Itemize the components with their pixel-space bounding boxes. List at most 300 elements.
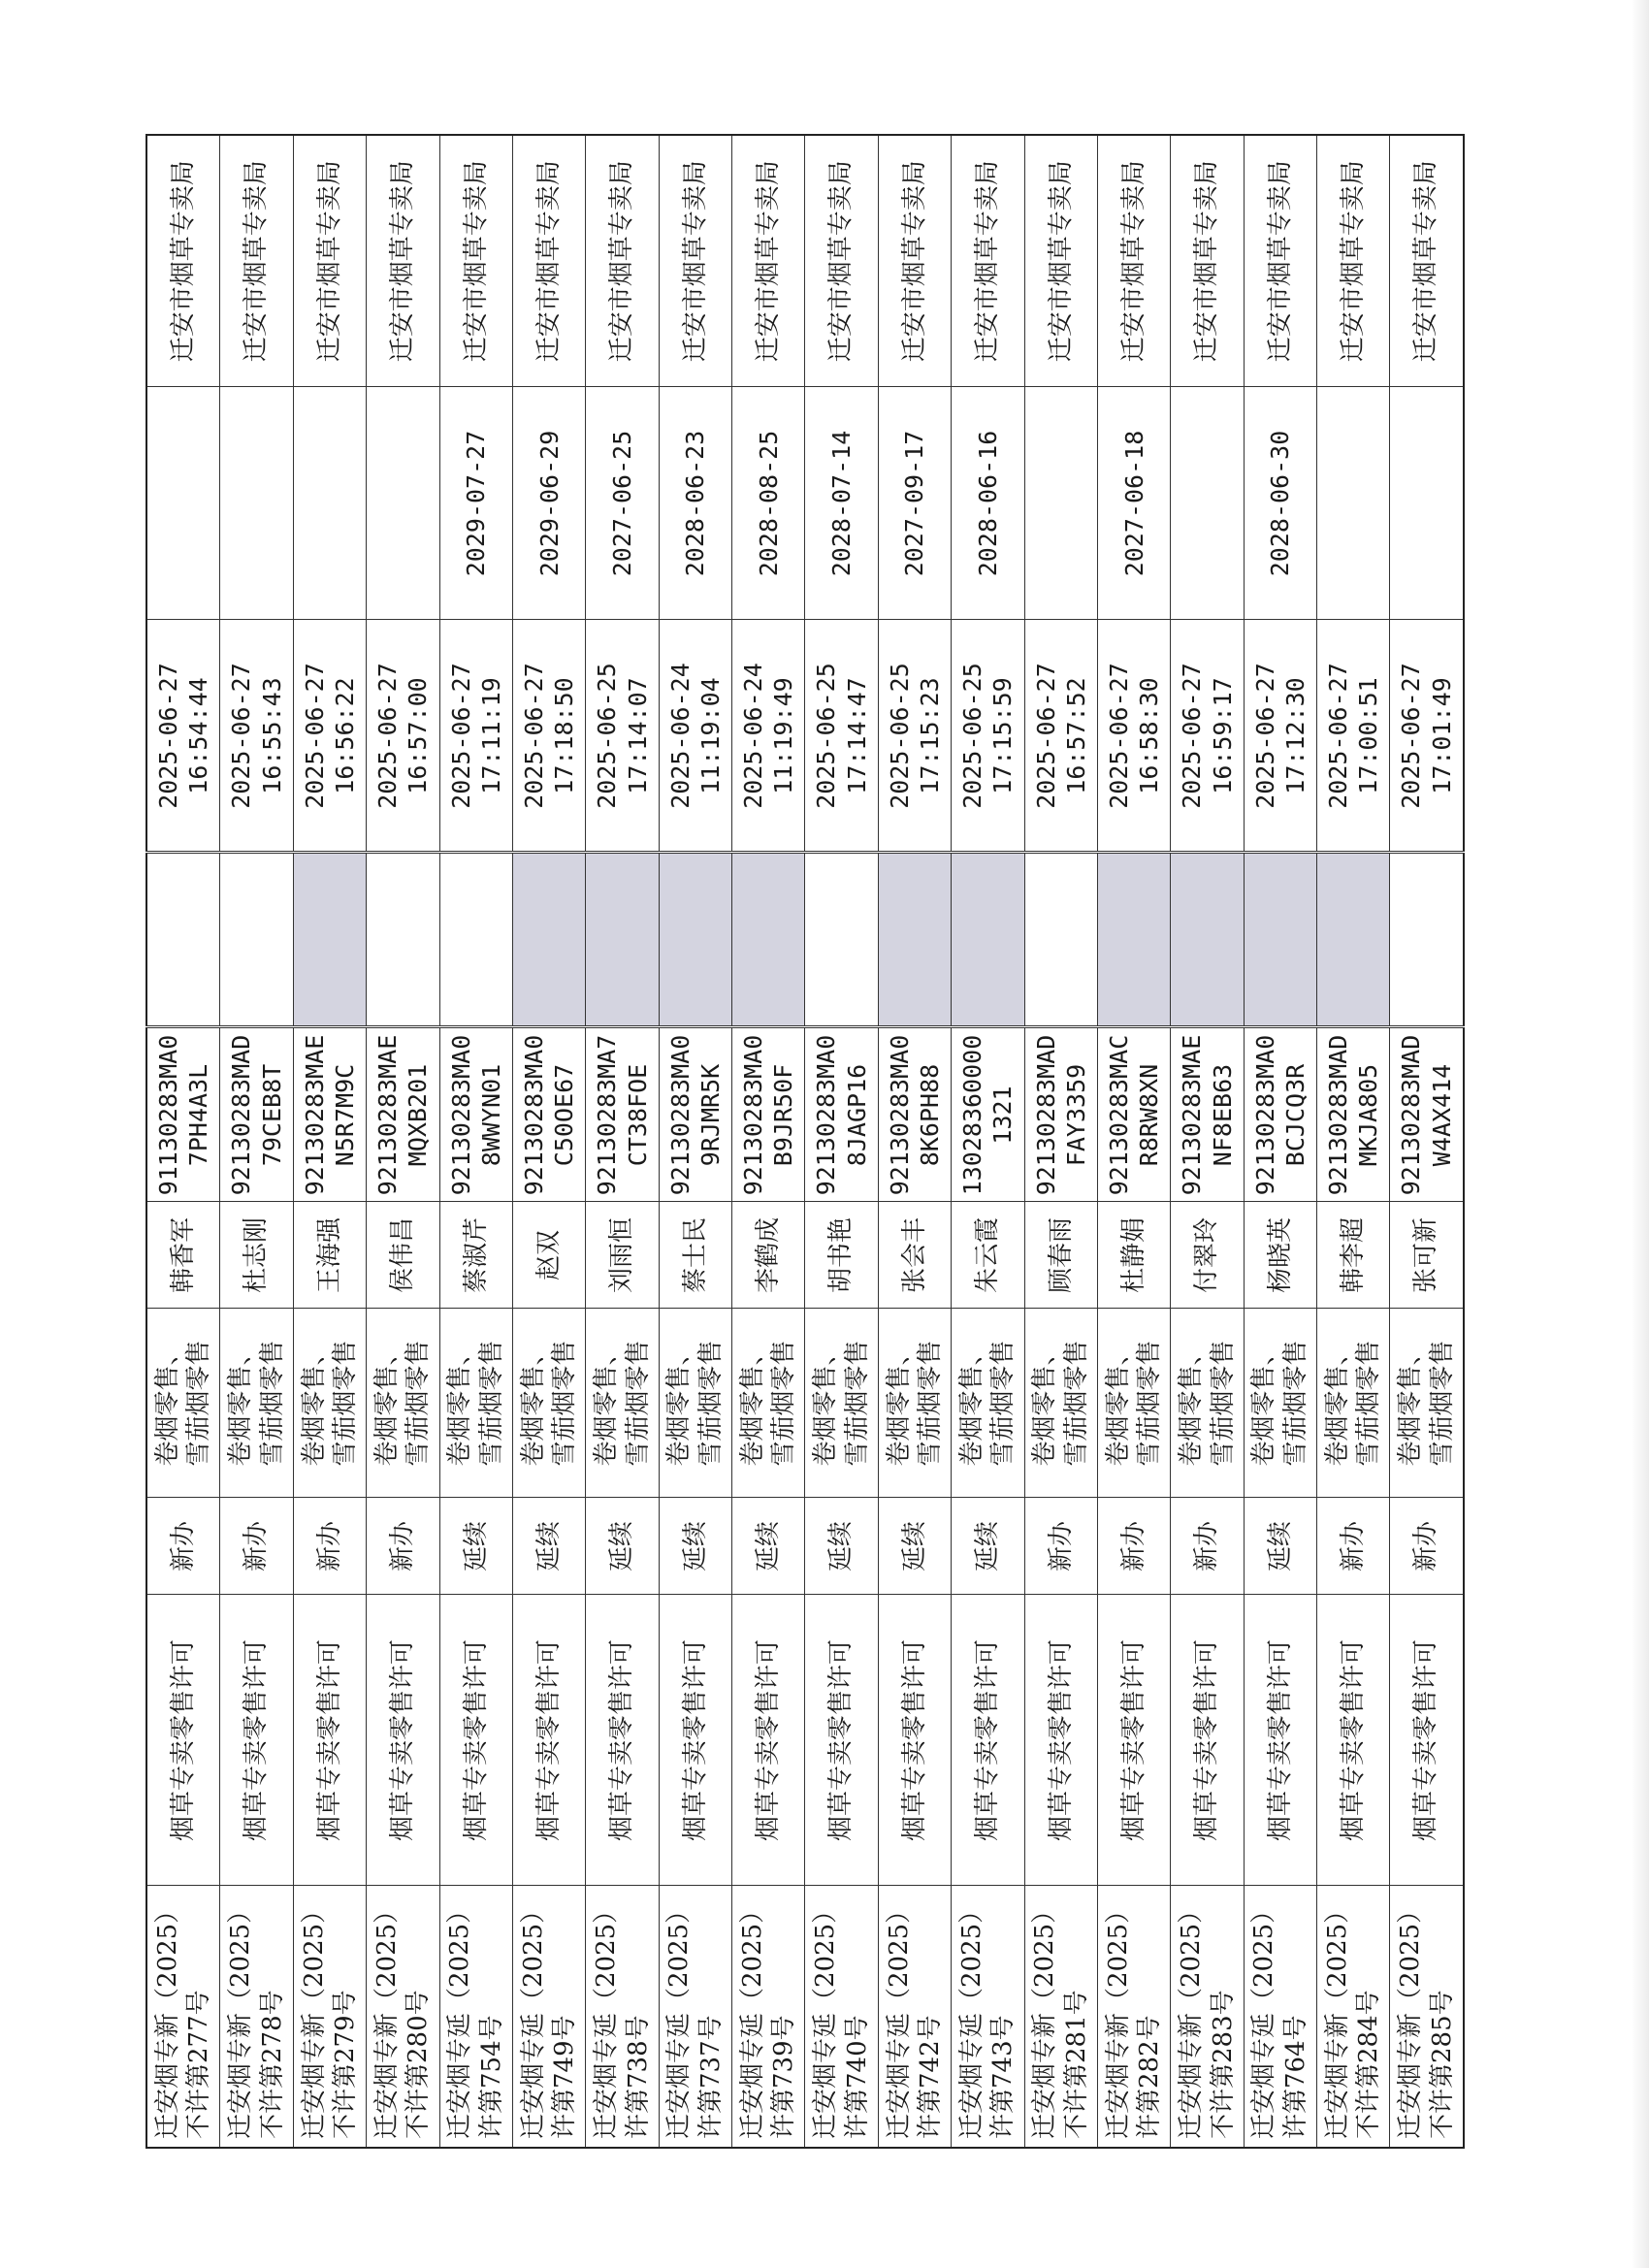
doc-number-cell — [1171, 1886, 1244, 2148]
issued-datetime-text: 16:59:17 — [1208, 677, 1237, 794]
business-scope-text: 雪茄烟零售 — [1061, 1340, 1091, 1467]
credit-code-text: C50OE67 — [550, 1063, 579, 1167]
holder-name-cell — [512, 1202, 585, 1309]
doc-number-text: 不许第281号 — [1061, 1990, 1091, 2139]
business-scope-cell — [805, 1309, 878, 1498]
business-scope-text: 卷烟零售、 — [1030, 1340, 1060, 1467]
action-cell — [1097, 1498, 1170, 1595]
business-scope-cell — [878, 1309, 951, 1498]
doc-number-cell — [659, 1886, 731, 2148]
holder-name-cell — [805, 1202, 878, 1309]
business-scope-cell — [1390, 1309, 1464, 1498]
business-scope-text: 卷烟零售、 — [445, 1340, 475, 1467]
authority-text: 迁安市烟草专卖局 — [1118, 160, 1148, 363]
gap-cell — [367, 853, 439, 1027]
credit-code-text: MKJA805 — [1354, 1063, 1383, 1167]
permit-type-text: 烟草专卖零售许可 — [461, 1639, 491, 1842]
issued-datetime-text: 17:11:19 — [476, 677, 505, 794]
authority-text: 迁安市烟草专卖局 — [1192, 160, 1222, 363]
credit-code-cell — [1024, 1027, 1097, 1202]
action-text: 延续 — [973, 1521, 1003, 1572]
holder-name-cell — [952, 1202, 1024, 1309]
business-scope-text: 卷烟零售、 — [884, 1340, 914, 1467]
permit-type-cell — [512, 1595, 585, 1886]
authority-cell — [1171, 135, 1244, 387]
credit-code-text: 92130283MA0 — [812, 1034, 841, 1196]
credit-code-cell — [659, 1027, 731, 1202]
permit-type-cell — [1390, 1595, 1464, 1886]
business-scope-text: 雪茄烟零售 — [695, 1340, 726, 1467]
credit-code-text: 92130283MA0 — [519, 1034, 548, 1196]
doc-number-text: 迁安烟专新（2025） — [1396, 1897, 1426, 2139]
issued-datetime-text: 2025-06-27 — [153, 663, 182, 809]
business-scope-cell — [1171, 1309, 1244, 1498]
action-text: 新办 — [388, 1521, 418, 1572]
expiry-date-cell — [1024, 387, 1097, 620]
credit-code-cell — [878, 1027, 951, 1202]
authority-text: 迁安市烟草专卖局 — [899, 160, 929, 363]
credit-code-text: 92130283MA0 — [739, 1034, 767, 1196]
action-cell — [220, 1498, 293, 1595]
business-scope-text: 卷烟零售、 — [1396, 1340, 1426, 1467]
holder-name-cell — [146, 1202, 220, 1309]
action-cell — [1244, 1498, 1316, 1595]
action-cell — [146, 1498, 220, 1595]
business-scope-text: 卷烟零售、 — [1249, 1340, 1279, 1467]
authority-cell — [1390, 135, 1464, 387]
business-scope-text: 卷烟零售、 — [299, 1340, 329, 1467]
permit-rows — [146, 135, 1464, 2148]
holder-name-text: 张会丰 — [899, 1217, 929, 1294]
credit-code-text: BCJCQ3R — [1280, 1063, 1310, 1167]
doc-number-text: 迁安烟专延（2025） — [592, 1897, 621, 2139]
permit-type-text: 烟草专卖零售许可 — [826, 1639, 857, 1842]
action-cell — [732, 1498, 805, 1595]
permit-type-cell — [805, 1595, 878, 1886]
expiry-date-cell — [1097, 387, 1170, 620]
gap-cell — [1097, 853, 1170, 1027]
doc-number-text: 不许第285号 — [1427, 1990, 1457, 2139]
holder-name-text: 蔡士民 — [680, 1217, 710, 1294]
expiry-date-cell — [1317, 387, 1390, 620]
doc-number-cell — [146, 1886, 220, 2148]
holder-name-cell — [1390, 1202, 1464, 1309]
issued-datetime-text: 2025-06-25 — [812, 663, 841, 809]
business-scope-cell — [1244, 1309, 1316, 1498]
gap-cell — [293, 853, 366, 1027]
credit-code-text: 92130283MA0 — [1250, 1034, 1279, 1196]
authority-cell — [659, 135, 731, 387]
business-scope-text: 雪茄烟零售 — [1135, 1340, 1165, 1467]
table-row — [1024, 135, 1097, 2148]
credit-code-text: 9RJMR5K — [695, 1063, 725, 1167]
action-cell — [512, 1498, 585, 1595]
authority-cell — [952, 135, 1024, 387]
credit-code-text: R8RW8XN — [1135, 1063, 1164, 1167]
permit-type-cell — [1244, 1595, 1316, 1886]
credit-code-text: NF8EB63 — [1208, 1063, 1237, 1167]
issued-datetime-text: 17:01:49 — [1427, 677, 1456, 794]
issued-datetime-text: 17:00:51 — [1354, 677, 1383, 794]
action-cell — [878, 1498, 951, 1595]
holder-name-text: 杜静娟 — [1118, 1217, 1148, 1294]
issued-datetime-text: 16:56:22 — [331, 677, 359, 794]
business-scope-cell — [732, 1309, 805, 1498]
credit-code-cell — [512, 1027, 585, 1202]
issued-datetime-cell — [367, 620, 439, 853]
holder-name-cell — [1244, 1202, 1316, 1309]
expiry-date-cell — [659, 387, 731, 620]
expiry-date-cell — [1244, 387, 1316, 620]
doc-number-text: 迁安烟专延（2025） — [884, 1897, 914, 2139]
credit-code-cell — [439, 1027, 512, 1202]
credit-code-text: 92130283MA0 — [885, 1034, 914, 1196]
authority-text: 迁安市烟草专卖局 — [314, 160, 344, 363]
authority-cell — [1024, 135, 1097, 387]
issued-datetime-text: 11:19:49 — [769, 677, 798, 794]
expiry-date-text: 2028-08-25 — [754, 430, 783, 577]
holder-name-text: 韩李超 — [1339, 1217, 1368, 1294]
holder-name-cell — [220, 1202, 293, 1309]
holder-name-text: 胡书艳 — [826, 1217, 857, 1294]
issued-datetime-text: 2025-06-27 — [227, 663, 256, 809]
issued-datetime-text: 2025-06-27 — [300, 663, 329, 809]
gap-cell — [1024, 853, 1097, 1027]
issued-datetime-text: 16:57:00 — [404, 677, 433, 794]
credit-code-text: 92130283MAE — [1178, 1034, 1207, 1196]
doc-number-text: 迁安烟专新（2025） — [226, 1897, 256, 2139]
action-text: 新办 — [1118, 1521, 1148, 1572]
doc-number-cell — [586, 1886, 659, 2148]
doc-number-cell — [220, 1886, 293, 2148]
authority-cell — [805, 135, 878, 387]
table-row — [146, 135, 220, 2148]
business-scope-cell — [220, 1309, 293, 1498]
doc-number-cell — [293, 1886, 366, 2148]
table-row — [220, 135, 293, 2148]
holder-name-text: 李鹤成 — [754, 1217, 783, 1294]
credit-code-text: 92130283MA0 — [665, 1034, 695, 1196]
credit-code-cell — [1171, 1027, 1244, 1202]
expiry-date-cell — [293, 387, 366, 620]
business-scope-text: 雪茄烟零售 — [1208, 1340, 1238, 1467]
credit-code-text: 92130283MAD — [1397, 1034, 1426, 1196]
authority-text: 迁安市烟草专卖局 — [1265, 160, 1295, 363]
doc-number-cell — [1317, 1886, 1390, 2148]
issued-datetime-text: 2025-06-25 — [885, 663, 914, 809]
expiry-date-cell — [1171, 387, 1244, 620]
business-scope-cell — [659, 1309, 731, 1498]
expiry-date-cell — [1390, 387, 1464, 620]
table-row — [1171, 135, 1244, 2148]
issued-datetime-text: 17:14:47 — [842, 677, 871, 794]
holder-name-text: 王海强 — [314, 1217, 344, 1294]
issued-datetime-text: 2025-06-27 — [1104, 663, 1133, 809]
business-scope-text: 卷烟零售、 — [1103, 1340, 1133, 1467]
action-cell — [659, 1498, 731, 1595]
issued-datetime-cell — [146, 620, 220, 853]
business-scope-text: 卷烟零售、 — [152, 1340, 182, 1467]
action-cell — [805, 1498, 878, 1595]
action-text: 延续 — [607, 1521, 637, 1572]
authority-cell — [586, 135, 659, 387]
business-scope-text: 卷烟零售、 — [226, 1340, 256, 1467]
table-row — [1390, 135, 1464, 2148]
business-scope-cell — [1024, 1309, 1097, 1498]
business-scope-cell — [512, 1309, 585, 1498]
holder-name-cell — [367, 1202, 439, 1309]
credit-code-text: 8WWYN01 — [476, 1063, 505, 1167]
action-cell — [1171, 1498, 1244, 1595]
credit-code-cell — [1097, 1027, 1170, 1202]
authority-cell — [146, 135, 220, 387]
doc-number-text: 不许第277号 — [184, 1990, 214, 2139]
doc-number-text: 迁安烟专延（2025） — [956, 1897, 986, 2139]
holder-name-text: 蔡淑芹 — [461, 1217, 491, 1294]
permit-table — [146, 134, 1465, 2149]
credit-code-text: MQXB201 — [404, 1063, 433, 1167]
issued-datetime-cell — [952, 620, 1024, 853]
gap-cell — [1317, 853, 1390, 1027]
expiry-date-cell — [220, 387, 293, 620]
credit-code-cell — [146, 1027, 220, 1202]
business-scope-cell — [439, 1309, 512, 1498]
authority-cell — [439, 135, 512, 387]
business-scope-cell — [146, 1309, 220, 1498]
holder-name-cell — [293, 1202, 366, 1309]
permit-type-cell — [1171, 1595, 1244, 1886]
holder-name-cell — [878, 1202, 951, 1309]
credit-code-cell — [1390, 1027, 1464, 1202]
doc-number-text: 许第742号 — [916, 2015, 945, 2139]
gap-cell — [439, 853, 512, 1027]
credit-code-text: B9JR50F — [769, 1063, 798, 1167]
authority-text: 迁安市烟草专卖局 — [242, 160, 272, 363]
doc-number-text: 许第739号 — [769, 2015, 799, 2139]
authority-text: 迁安市烟草专卖局 — [973, 160, 1003, 363]
action-cell — [1024, 1498, 1097, 1595]
permit-type-cell — [220, 1595, 293, 1886]
gap-cell — [1390, 853, 1464, 1027]
doc-number-cell — [1390, 1886, 1464, 2148]
action-text: 延续 — [826, 1521, 857, 1572]
action-text: 新办 — [242, 1521, 272, 1572]
rotated-table-wrapper — [146, 136, 1465, 2149]
doc-number-text: 迁安烟专延（2025） — [664, 1897, 695, 2139]
action-cell — [586, 1498, 659, 1595]
doc-number-text: 迁安烟专延（2025） — [1249, 1897, 1279, 2139]
issued-datetime-cell — [1390, 620, 1464, 853]
authority-text: 迁安市烟草专卖局 — [461, 160, 491, 363]
issued-datetime-cell — [220, 620, 293, 853]
business-scope-cell — [586, 1309, 659, 1498]
doc-number-cell — [878, 1886, 951, 2148]
holder-name-cell — [1097, 1202, 1170, 1309]
issued-datetime-text: 2025-06-27 — [446, 663, 475, 809]
doc-number-text: 不许第278号 — [257, 1990, 287, 2139]
issued-datetime-text: 17:12:30 — [1280, 677, 1310, 794]
holder-name-text: 刘雨恒 — [607, 1217, 637, 1294]
authority-text: 迁安市烟草专卖局 — [680, 160, 710, 363]
permit-type-cell — [732, 1595, 805, 1886]
permit-type-text: 烟草专卖零售许可 — [1118, 1639, 1148, 1842]
issued-datetime-cell — [293, 620, 366, 853]
permit-type-text: 烟草专卖零售许可 — [1265, 1639, 1295, 1842]
doc-number-text: 迁安烟专延（2025） — [518, 1897, 548, 2139]
issued-datetime-cell — [805, 620, 878, 853]
holder-name-text: 韩香军 — [168, 1217, 198, 1294]
action-text: 新办 — [1046, 1521, 1076, 1572]
issued-datetime-text: 2025-06-27 — [1178, 663, 1207, 809]
business-scope-text: 雪茄烟零售 — [769, 1340, 799, 1467]
credit-code-text: 92130283MA0 — [446, 1034, 475, 1196]
authority-text: 迁安市烟草专卖局 — [607, 160, 637, 363]
credit-code-text: 8K6PH88 — [916, 1063, 944, 1167]
action-text: 延续 — [461, 1521, 491, 1572]
action-text: 延续 — [899, 1521, 929, 1572]
permit-type-cell — [1317, 1595, 1390, 1886]
gap-cell — [952, 853, 1024, 1027]
doc-number-text: 迁安烟专延（2025） — [737, 1897, 767, 2139]
credit-code-text: 8JAGP16 — [842, 1063, 871, 1167]
issued-datetime-text: 2025-06-24 — [739, 663, 767, 809]
authority-cell — [1317, 135, 1390, 387]
authority-cell — [732, 135, 805, 387]
credit-code-cell — [732, 1027, 805, 1202]
expiry-date-cell — [367, 387, 439, 620]
table-row — [586, 135, 659, 2148]
permit-type-text: 烟草专卖零售许可 — [1339, 1639, 1368, 1842]
doc-number-cell — [367, 1886, 439, 2148]
issued-datetime-cell — [1097, 620, 1170, 853]
expiry-date-text: 2027-06-18 — [1119, 430, 1148, 577]
action-text: 新办 — [1411, 1521, 1441, 1572]
gap-cell — [512, 853, 585, 1027]
permit-type-text: 烟草专卖零售许可 — [1192, 1639, 1222, 1842]
issued-datetime-cell — [586, 620, 659, 853]
credit-code-text: 92130283MAE — [300, 1034, 329, 1196]
action-cell — [293, 1498, 366, 1595]
business-scope-text: 雪茄烟零售 — [257, 1340, 287, 1467]
action-text: 新办 — [168, 1521, 198, 1572]
issued-datetime-text: 16:55:43 — [257, 677, 286, 794]
table-row — [293, 135, 366, 2148]
issued-datetime-cell — [439, 620, 512, 853]
doc-number-text: 许第749号 — [550, 2015, 580, 2139]
credit-code-text: 92130283MAE — [373, 1034, 403, 1196]
action-text: 延续 — [680, 1521, 710, 1572]
gap-cell — [1244, 853, 1316, 1027]
table-row — [659, 135, 731, 2148]
permit-type-cell — [367, 1595, 439, 1886]
issued-datetime-text: 2025-06-27 — [1031, 663, 1060, 809]
doc-number-cell — [952, 1886, 1024, 2148]
business-scope-text: 雪茄烟零售 — [1427, 1340, 1457, 1467]
permit-type-cell — [293, 1595, 366, 1886]
authority-text: 迁安市烟草专卖局 — [1046, 160, 1076, 363]
holder-name-cell — [732, 1202, 805, 1309]
permit-type-text: 烟草专卖零售许可 — [1046, 1639, 1076, 1842]
expiry-date-cell — [146, 387, 220, 620]
gap-cell — [659, 853, 731, 1027]
issued-datetime-text: 2025-06-27 — [1324, 663, 1352, 809]
gap-cell — [586, 853, 659, 1027]
holder-name-text: 赵双 — [534, 1230, 564, 1281]
action-cell — [439, 1498, 512, 1595]
permit-type-text: 烟草专卖零售许可 — [754, 1639, 783, 1842]
holder-name-text: 张可新 — [1411, 1217, 1441, 1294]
business-scope-text: 雪茄烟零售 — [1280, 1340, 1310, 1467]
authority-cell — [220, 135, 293, 387]
permit-type-text: 烟草专卖零售许可 — [680, 1639, 710, 1842]
authority-text: 迁安市烟草专卖局 — [534, 160, 564, 363]
permit-type-text: 烟草专卖零售许可 — [388, 1639, 418, 1842]
doc-number-text: 迁安烟专新（2025） — [1322, 1897, 1352, 2139]
page-edge — [1632, 0, 1649, 2268]
table-row — [1097, 135, 1170, 2148]
business-scope-text: 卷烟零售、 — [1322, 1340, 1352, 1467]
business-scope-cell — [1317, 1309, 1390, 1498]
business-scope-text: 卷烟零售、 — [664, 1340, 695, 1467]
business-scope-text: 雪茄烟零售 — [476, 1340, 506, 1467]
business-scope-cell — [293, 1309, 366, 1498]
credit-code-text: 13028360000 — [958, 1034, 987, 1196]
issued-datetime-cell — [1244, 620, 1316, 853]
doc-number-text: 不许第283号 — [1208, 1990, 1238, 2139]
business-scope-text: 卷烟零售、 — [592, 1340, 621, 1467]
action-text: 新办 — [1339, 1521, 1368, 1572]
gap-cell — [146, 853, 220, 1027]
doc-number-text: 迁安烟专延（2025） — [811, 1897, 841, 2139]
permit-type-cell — [146, 1595, 220, 1886]
doc-number-text: 许第764号 — [1280, 2015, 1310, 2139]
credit-code-cell — [220, 1027, 293, 1202]
issued-datetime-text: 17:15:59 — [988, 677, 1018, 794]
credit-code-text: 92130283MAD — [1031, 1034, 1060, 1196]
table-row — [439, 135, 512, 2148]
action-text: 延续 — [1265, 1521, 1295, 1572]
permit-type-text: 烟草专卖零售许可 — [973, 1639, 1003, 1842]
doc-number-cell — [1024, 1886, 1097, 2148]
table-row — [512, 135, 585, 2148]
business-scope-text: 雪茄烟零售 — [331, 1340, 360, 1467]
business-scope-text: 雪茄烟零售 — [184, 1340, 214, 1467]
credit-code-text: 92130283MAD — [1324, 1034, 1352, 1196]
table-row — [367, 135, 439, 2148]
expiry-date-cell — [586, 387, 659, 620]
issued-datetime-text: 2025-06-25 — [958, 663, 987, 809]
issued-datetime-cell — [659, 620, 731, 853]
authority-cell — [512, 135, 585, 387]
holder-name-text: 付翠玲 — [1192, 1217, 1222, 1294]
permit-type-text: 烟草专卖零售许可 — [607, 1639, 637, 1842]
doc-number-text: 许第737号 — [695, 2015, 726, 2139]
action-cell — [952, 1498, 1024, 1595]
business-scope-text: 卷烟零售、 — [737, 1340, 767, 1467]
doc-number-text: 迁安烟专新（2025） — [1177, 1897, 1206, 2139]
issued-datetime-cell — [512, 620, 585, 853]
credit-code-text: 91130283MA0 — [153, 1034, 182, 1196]
issued-datetime-text: 2025-06-27 — [373, 663, 403, 809]
action-text: 延续 — [754, 1521, 783, 1572]
doc-number-text: 迁安烟专新（2025） — [1103, 1897, 1133, 2139]
table-row — [805, 135, 878, 2148]
business-scope-text: 雪茄烟零售 — [916, 1340, 945, 1467]
action-text: 新办 — [314, 1521, 344, 1572]
credit-code-text: 92130283MAC — [1104, 1034, 1133, 1196]
permit-type-cell — [586, 1595, 659, 1886]
doc-number-cell — [805, 1886, 878, 2148]
